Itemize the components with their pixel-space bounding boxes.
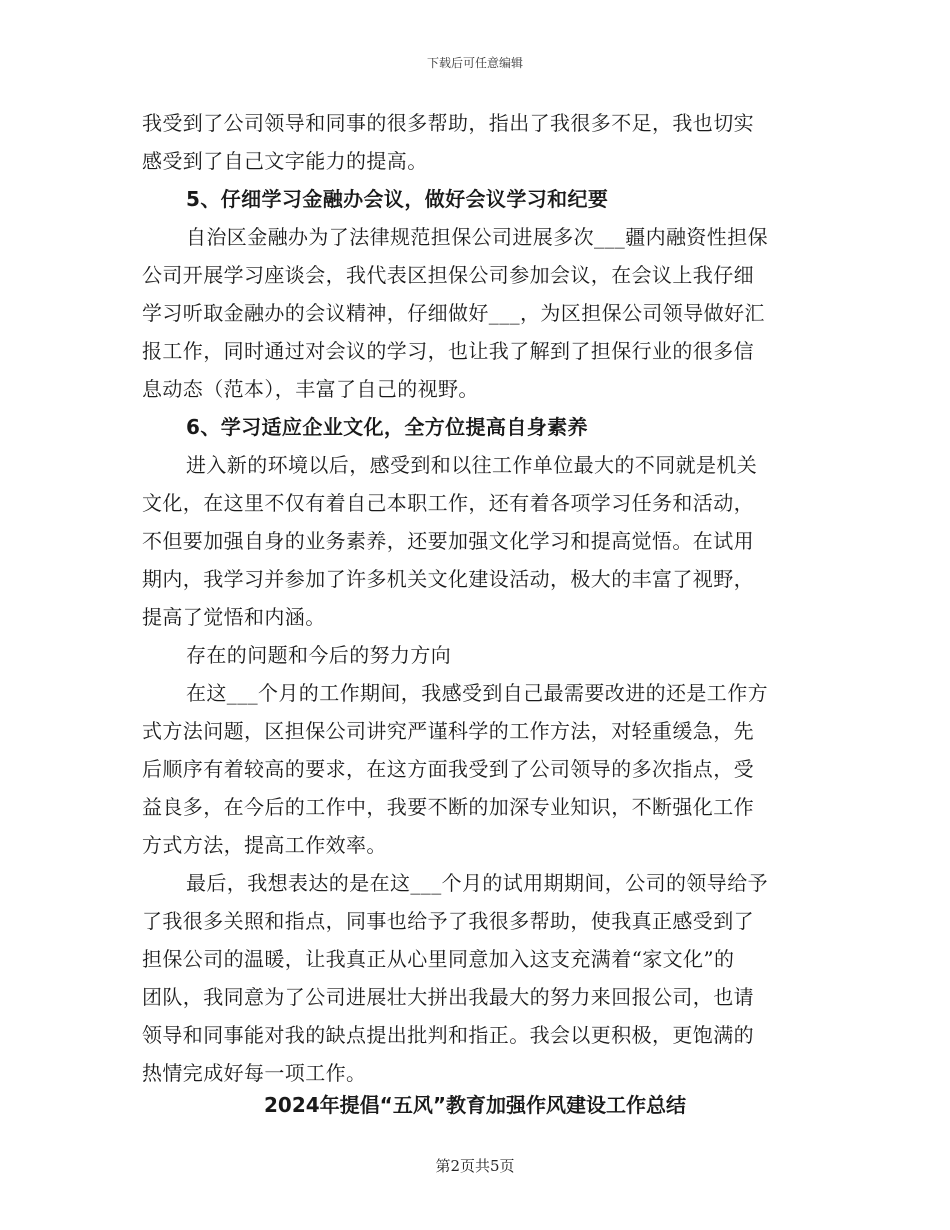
paragraph-line: 方式方法，提高工作效率。 bbox=[142, 833, 387, 857]
paragraph-line: 感受到了自己文字能力的提高。 bbox=[142, 149, 428, 173]
paragraph-line: 后顺序有着较高的要求，在这方面我受到了公司领导的多次指点，受 bbox=[142, 757, 754, 781]
paragraph-line: 期内，我学习并参加了许多机关文化建设活动，极大的丰富了视野， bbox=[142, 567, 754, 591]
section-heading: 5、仔细学习金融办会议，做好会议学习和纪要 bbox=[186, 187, 609, 211]
paragraph-line: 报工作，同时通过对会议的学习，也让我了解到了担保行业的很多信 bbox=[142, 339, 754, 363]
paragraph-line: 提高了觉悟和内涵。 bbox=[142, 605, 326, 629]
page-footer: 第2页共5页 bbox=[435, 1157, 515, 1175]
paragraph-line: 担保公司的温暖，让我真正从心里同意加入这支充满着“家文化”的 bbox=[142, 947, 735, 971]
page-header: 下载后可任意编辑 bbox=[426, 56, 523, 70]
paragraph-line: 不但要加强自身的业务素养，还要加强文化学习和提高觉悟。在试用 bbox=[142, 529, 754, 553]
paragraph-line: 学习听取金融办的会议精神，仔细做好___，为区担保公司领导做好汇 bbox=[142, 301, 765, 325]
document-title: 2024年提倡“五风”教育加强作风建设工作总结 bbox=[264, 1093, 686, 1117]
paragraph-line: 最后，我想表达的是在这___个月的试用期期间，公司的领导给予 bbox=[186, 871, 768, 895]
paragraph-line: 了我很多关照和指点，同事也给予了我很多帮助，使我真正感受到了 bbox=[142, 909, 754, 933]
paragraph-line: 式方法问题，区担保公司讲究严谨科学的工作方法，对轻重缓急，先 bbox=[142, 719, 754, 743]
document-body bbox=[142, 104, 810, 1092]
section-heading: 6、学习适应企业文化，全方位提高自身素养 bbox=[186, 415, 588, 439]
paragraph-line: 团队，我同意为了公司进展壮大拼出我最大的努力来回报公司，也请 bbox=[142, 985, 754, 1009]
paragraph-line: 文化，在这里不仅有着自己本职工作，还有着各项学习任务和活动， bbox=[142, 491, 754, 515]
paragraph-line: 进入新的环境以后，感受到和以往工作单位最大的不同就是机关 bbox=[186, 453, 758, 477]
paragraph-line: 热情完成好每一项工作。 bbox=[142, 1061, 367, 1085]
paragraph-line: 息动态（范本），丰富了自己的视野。 bbox=[142, 377, 479, 401]
paragraph-line: 在这___个月的工作期间，我感受到自己最需要改进的还是工作方 bbox=[186, 681, 768, 705]
paragraph-line: 公司开展学习座谈会，我代表区担保公司参加会议，在会议上我仔细 bbox=[142, 263, 754, 287]
paragraph-line: 自治区金融办为了法律规范担保公司进展多次___疆内融资性担保 bbox=[186, 225, 768, 249]
paragraph-line: 我受到了公司领导和同事的很多帮助，指出了我很多不足，我也切实 bbox=[142, 111, 754, 135]
paragraph-line: 益良多，在今后的工作中，我要不断的加深专业知识，不断强化工作 bbox=[142, 795, 754, 819]
subsection-title: 存在的问题和今后的努力方向 bbox=[186, 643, 452, 667]
paragraph-line: 领导和同事能对我的缺点提出批判和指正。我会以更积极，更饱满的 bbox=[142, 1023, 754, 1047]
